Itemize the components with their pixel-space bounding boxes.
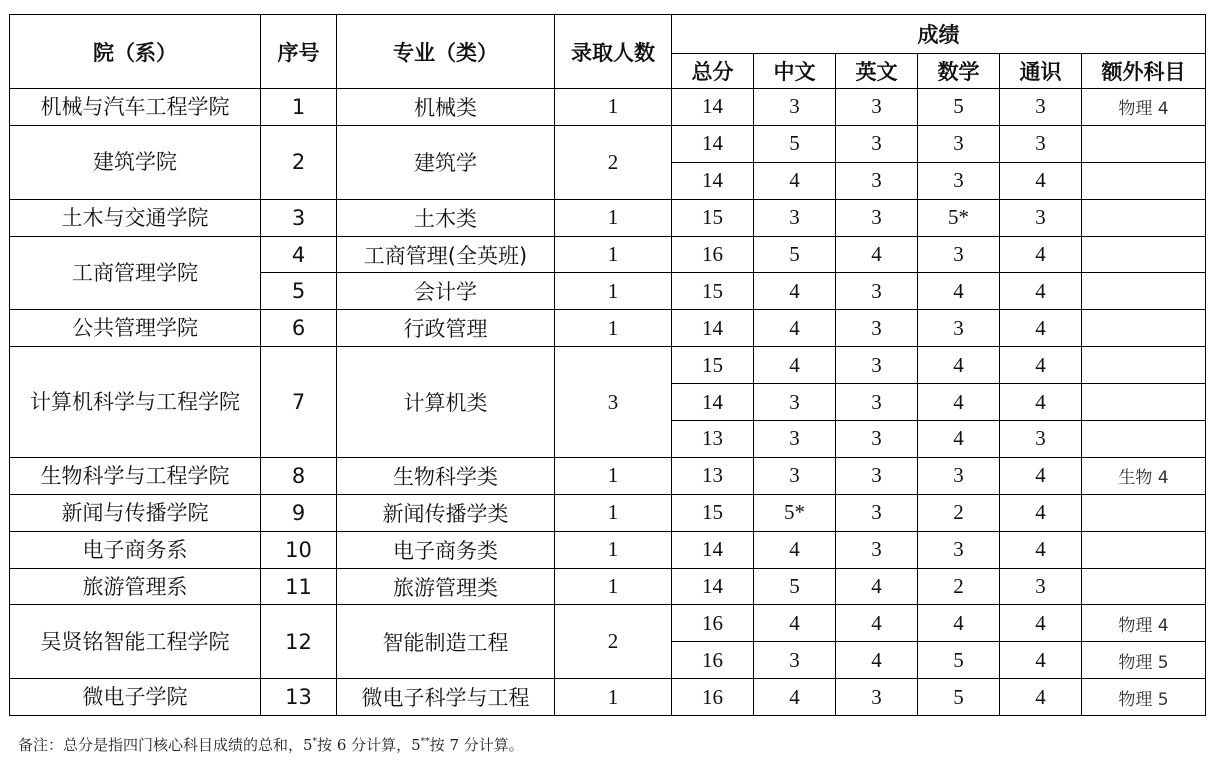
major-cell: 微电子科学与工程 bbox=[337, 679, 555, 716]
enroll-cell: 1 bbox=[555, 457, 672, 494]
chinese-cell: 4 bbox=[754, 162, 836, 199]
english-cell: 3 bbox=[836, 273, 918, 310]
english-cell: 4 bbox=[836, 605, 918, 642]
math-cell: 3 bbox=[918, 531, 1000, 568]
enroll-cell: 1 bbox=[555, 568, 672, 605]
enroll-cell: 2 bbox=[555, 125, 672, 199]
total-cell: 15 bbox=[672, 273, 754, 310]
total-cell: 14 bbox=[672, 384, 754, 421]
major-cell: 建筑学 bbox=[337, 125, 555, 199]
major-cell: 行政管理 bbox=[337, 310, 555, 347]
math-cell: 3 bbox=[918, 125, 1000, 162]
enroll-cell: 1 bbox=[555, 310, 672, 347]
total-cell: 15 bbox=[672, 199, 754, 236]
general-cell: 4 bbox=[1000, 273, 1082, 310]
total-cell: 16 bbox=[672, 679, 754, 716]
major-cell: 计算机类 bbox=[337, 347, 555, 458]
math-cell: 4 bbox=[918, 273, 1000, 310]
general-cell: 3 bbox=[1000, 421, 1082, 458]
extra-cell: 物理 5 bbox=[1082, 679, 1206, 716]
extra-cell bbox=[1082, 568, 1206, 605]
english-cell: 3 bbox=[836, 421, 918, 458]
extra-cell bbox=[1082, 347, 1206, 384]
header-major: 专业（类） bbox=[337, 15, 555, 89]
english-cell: 3 bbox=[836, 347, 918, 384]
college-cell: 吴贤铭智能工程学院 bbox=[10, 605, 261, 679]
table-row bbox=[10, 310, 1206, 347]
extra-cell bbox=[1082, 421, 1206, 458]
college-cell: 建筑学院 bbox=[10, 125, 261, 199]
chinese-cell: 4 bbox=[754, 310, 836, 347]
general-cell: 4 bbox=[1000, 642, 1082, 679]
chinese-cell: 3 bbox=[754, 199, 836, 236]
general-cell: 4 bbox=[1000, 679, 1082, 716]
header-college: 院（系） bbox=[10, 15, 261, 89]
math-cell: 5 bbox=[918, 679, 1000, 716]
college-cell: 公共管理学院 bbox=[10, 310, 261, 347]
general-cell: 3 bbox=[1000, 568, 1082, 605]
college-cell: 电子商务系 bbox=[10, 531, 261, 568]
extra-cell: 生物 4 bbox=[1082, 457, 1206, 494]
extra-cell: 物理 4 bbox=[1082, 605, 1206, 642]
header-extra: 额外科目 bbox=[1082, 54, 1206, 89]
header-general: 通识 bbox=[1000, 54, 1082, 89]
enroll-cell: 1 bbox=[555, 236, 672, 273]
footnote-sup-1: * bbox=[312, 737, 318, 747]
english-cell: 3 bbox=[836, 310, 918, 347]
index-cell: 6 bbox=[261, 310, 337, 347]
index-cell: 4 bbox=[261, 236, 337, 273]
total-cell: 14 bbox=[672, 531, 754, 568]
chinese-cell: 4 bbox=[754, 273, 836, 310]
major-cell: 新闻传播学类 bbox=[337, 494, 555, 531]
chinese-cell: 3 bbox=[754, 89, 836, 126]
english-cell: 3 bbox=[836, 89, 918, 126]
college-cell: 新闻与传播学院 bbox=[10, 494, 261, 531]
english-cell: 3 bbox=[836, 384, 918, 421]
english-cell: 4 bbox=[836, 642, 918, 679]
extra-cell: 物理 5 bbox=[1082, 642, 1206, 679]
footnote-text-3: 按 7 分计算。 bbox=[429, 736, 524, 754]
table-row bbox=[10, 679, 1206, 716]
total-cell: 16 bbox=[672, 605, 754, 642]
major-cell: 机械类 bbox=[337, 89, 555, 126]
footnote bbox=[18, 734, 524, 755]
table-row bbox=[10, 494, 1206, 531]
extra-cell: 物理 4 bbox=[1082, 89, 1206, 126]
total-cell: 16 bbox=[672, 642, 754, 679]
general-cell: 3 bbox=[1000, 199, 1082, 236]
total-cell: 14 bbox=[672, 89, 754, 126]
math-cell: 5 bbox=[918, 642, 1000, 679]
enroll-cell: 1 bbox=[555, 679, 672, 716]
major-cell: 会计学 bbox=[337, 273, 555, 310]
major-cell: 工商管理(全英班) bbox=[337, 236, 555, 273]
index-cell: 8 bbox=[261, 457, 337, 494]
header-math: 数学 bbox=[918, 54, 1000, 89]
math-cell: 4 bbox=[918, 384, 1000, 421]
college-cell: 计算机科学与工程学院 bbox=[10, 347, 261, 458]
math-cell: 5* bbox=[918, 199, 1000, 236]
header-total: 总分 bbox=[672, 54, 754, 89]
chinese-cell: 3 bbox=[754, 457, 836, 494]
header-index: 序号 bbox=[261, 15, 337, 89]
index-cell: 13 bbox=[261, 679, 337, 716]
chinese-cell: 4 bbox=[754, 347, 836, 384]
extra-cell bbox=[1082, 531, 1206, 568]
extra-cell bbox=[1082, 125, 1206, 162]
index-cell: 12 bbox=[261, 605, 337, 679]
general-cell: 4 bbox=[1000, 457, 1082, 494]
enroll-cell: 1 bbox=[555, 199, 672, 236]
english-cell: 4 bbox=[836, 236, 918, 273]
math-cell: 3 bbox=[918, 310, 1000, 347]
college-cell: 土木与交通学院 bbox=[10, 199, 261, 236]
header-english: 英文 bbox=[836, 54, 918, 89]
general-cell: 4 bbox=[1000, 347, 1082, 384]
index-cell: 3 bbox=[261, 199, 337, 236]
extra-cell bbox=[1082, 162, 1206, 199]
major-cell: 智能制造工程 bbox=[337, 605, 555, 679]
table-row bbox=[10, 347, 1206, 384]
table-row bbox=[10, 568, 1206, 605]
table-row bbox=[10, 89, 1206, 126]
index-cell: 7 bbox=[261, 347, 337, 458]
total-cell: 14 bbox=[672, 162, 754, 199]
total-cell: 14 bbox=[672, 125, 754, 162]
english-cell: 3 bbox=[836, 457, 918, 494]
index-cell: 11 bbox=[261, 568, 337, 605]
enroll-cell: 3 bbox=[555, 347, 672, 458]
chinese-cell: 5 bbox=[754, 568, 836, 605]
extra-cell bbox=[1082, 310, 1206, 347]
footnote-sup-2: ** bbox=[420, 737, 430, 747]
table-row bbox=[10, 531, 1206, 568]
total-cell: 15 bbox=[672, 347, 754, 384]
general-cell: 3 bbox=[1000, 89, 1082, 126]
college-cell: 生物科学与工程学院 bbox=[10, 457, 261, 494]
english-cell: 3 bbox=[836, 125, 918, 162]
extra-cell bbox=[1082, 494, 1206, 531]
chinese-cell: 5 bbox=[754, 125, 836, 162]
enroll-cell: 2 bbox=[555, 605, 672, 679]
table-row bbox=[10, 457, 1206, 494]
general-cell: 4 bbox=[1000, 310, 1082, 347]
enroll-cell: 1 bbox=[555, 494, 672, 531]
index-cell: 1 bbox=[261, 89, 337, 126]
general-cell: 4 bbox=[1000, 236, 1082, 273]
english-cell: 3 bbox=[836, 162, 918, 199]
english-cell: 3 bbox=[836, 199, 918, 236]
general-cell: 4 bbox=[1000, 494, 1082, 531]
general-cell: 3 bbox=[1000, 125, 1082, 162]
math-cell: 2 bbox=[918, 494, 1000, 531]
major-cell: 旅游管理类 bbox=[337, 568, 555, 605]
admission-table bbox=[9, 14, 1206, 716]
table-row bbox=[10, 236, 1206, 273]
general-cell: 4 bbox=[1000, 605, 1082, 642]
chinese-cell: 4 bbox=[754, 531, 836, 568]
extra-cell bbox=[1082, 236, 1206, 273]
english-cell: 4 bbox=[836, 568, 918, 605]
college-cell: 旅游管理系 bbox=[10, 568, 261, 605]
header-chinese: 中文 bbox=[754, 54, 836, 89]
english-cell: 3 bbox=[836, 679, 918, 716]
total-cell: 13 bbox=[672, 457, 754, 494]
footnote-text-2: 按 6 分计算，5 bbox=[317, 736, 421, 754]
major-cell: 生物科学类 bbox=[337, 457, 555, 494]
math-cell: 3 bbox=[918, 162, 1000, 199]
general-cell: 4 bbox=[1000, 384, 1082, 421]
english-cell: 3 bbox=[836, 531, 918, 568]
math-cell: 4 bbox=[918, 605, 1000, 642]
total-cell: 13 bbox=[672, 421, 754, 458]
college-cell: 机械与汽车工程学院 bbox=[10, 89, 261, 126]
header-scores: 成绩 bbox=[672, 15, 1206, 54]
total-cell: 15 bbox=[672, 494, 754, 531]
college-cell: 微电子学院 bbox=[10, 679, 261, 716]
college-cell: 工商管理学院 bbox=[10, 236, 261, 310]
extra-cell bbox=[1082, 384, 1206, 421]
index-cell: 5 bbox=[261, 273, 337, 310]
math-cell: 5 bbox=[918, 89, 1000, 126]
enroll-cell: 1 bbox=[555, 531, 672, 568]
enroll-cell: 1 bbox=[555, 273, 672, 310]
chinese-cell: 4 bbox=[754, 605, 836, 642]
chinese-cell: 3 bbox=[754, 421, 836, 458]
math-cell: 3 bbox=[918, 457, 1000, 494]
math-cell: 3 bbox=[918, 236, 1000, 273]
major-cell: 电子商务类 bbox=[337, 531, 555, 568]
math-cell: 2 bbox=[918, 568, 1000, 605]
total-cell: 14 bbox=[672, 568, 754, 605]
table-row bbox=[10, 125, 1206, 162]
index-cell: 10 bbox=[261, 531, 337, 568]
enroll-cell: 1 bbox=[555, 89, 672, 126]
major-cell: 土木类 bbox=[337, 199, 555, 236]
index-cell: 2 bbox=[261, 125, 337, 199]
footnote-text-1: 备注：总分是指四门核心科目成绩的总和，5 bbox=[18, 736, 313, 754]
chinese-cell: 5 bbox=[754, 236, 836, 273]
header-enroll: 录取人数 bbox=[555, 15, 672, 89]
chinese-cell: 3 bbox=[754, 384, 836, 421]
chinese-cell: 4 bbox=[754, 679, 836, 716]
index-cell: 9 bbox=[261, 494, 337, 531]
english-cell: 3 bbox=[836, 494, 918, 531]
math-cell: 4 bbox=[918, 347, 1000, 384]
extra-cell bbox=[1082, 199, 1206, 236]
chinese-cell: 3 bbox=[754, 642, 836, 679]
extra-cell bbox=[1082, 273, 1206, 310]
chinese-cell: 5* bbox=[754, 494, 836, 531]
total-cell: 16 bbox=[672, 236, 754, 273]
general-cell: 4 bbox=[1000, 531, 1082, 568]
general-cell: 4 bbox=[1000, 162, 1082, 199]
table-row bbox=[10, 605, 1206, 642]
table-row bbox=[10, 199, 1206, 236]
total-cell: 14 bbox=[672, 310, 754, 347]
math-cell: 4 bbox=[918, 421, 1000, 458]
